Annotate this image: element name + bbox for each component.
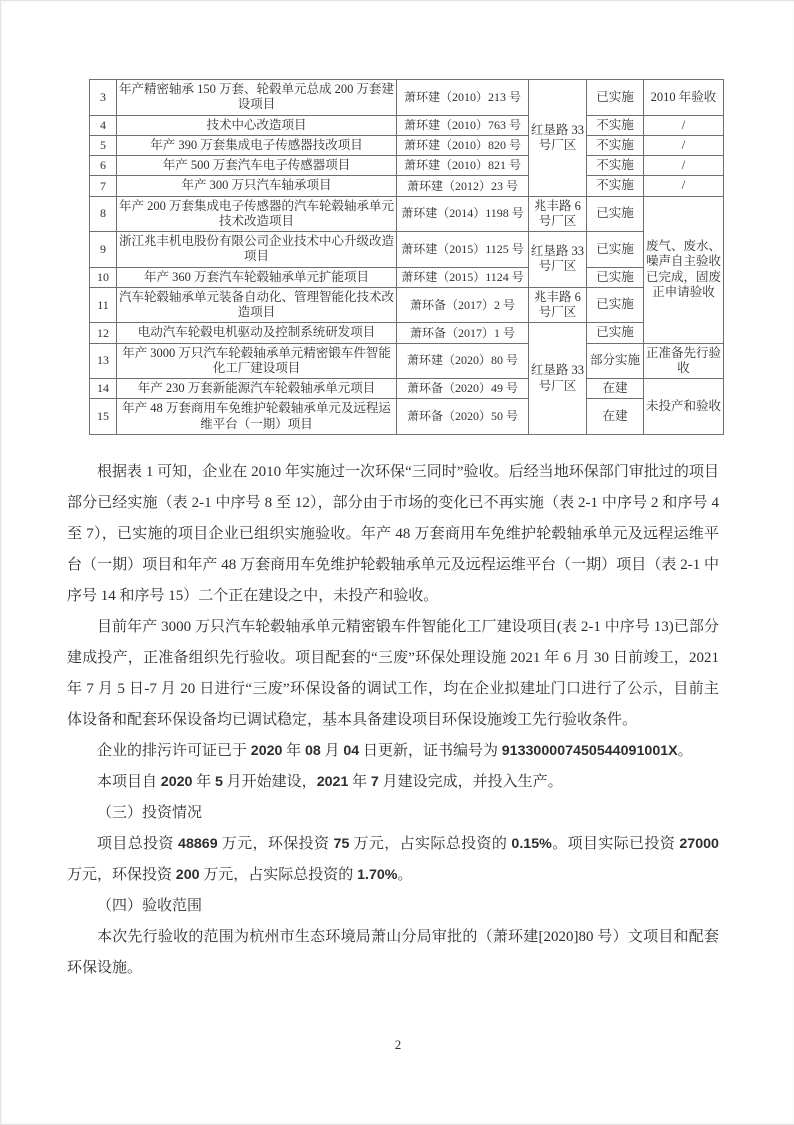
paragraph: 目前年产 3000 万只汽车轮毂轴承单元精密锻车件智能化工厂建设项目(表 2-1 中序号 13)已部分建成投产，正准备组织先行验收。项目配套的“三废”环保处理设施 2021 年 6 月 30 日前竣工，2021 年 7 月 5 日-7 月 20 日进行“三废”环保设备的调试工作，均在企业拟建址门口进行了公示，目前主体设备和配套环保设备均已调试稳定，基本具备建设项目环保设施竣工先行验收条件。	[67, 619, 719, 728]
cell-approval-no: 萧环建（2010）821 号	[397, 156, 529, 176]
cell-acceptance-status: 废气、废水、噪声自主验收已完成，固废正申请验收	[644, 196, 724, 343]
cell-implementation-status: 部分实施	[587, 343, 644, 379]
table-row	[90, 399, 724, 435]
numeric-text: 2020	[250, 743, 283, 759]
table-row	[90, 379, 724, 399]
cell-seq-no: 6	[90, 156, 117, 176]
cell-acceptance-status: 2010 年验收	[644, 80, 724, 116]
table-row	[90, 176, 724, 196]
cell-plant-location: 红垦路 33 号厂区	[529, 323, 587, 435]
paragraph: 项目总投资 48869 万元，环保投资 75 万元，占实际总投资的 0.15%。项目实际已投资 27000 万元，环保投资 200 万元，占实际总投资的 1.70%。	[67, 836, 719, 883]
table-row	[90, 80, 724, 116]
cell-approval-no: 萧环建（2010）820 号	[397, 135, 529, 155]
cell-acceptance-status: 未投产和验收	[644, 379, 724, 435]
table-row	[90, 323, 724, 343]
cell-project-name: 年产 360 万套汽车轮毂轴承单元扩能项目	[117, 267, 397, 287]
numeric-text: 27000	[679, 836, 719, 852]
cell-implementation-status: 不实施	[587, 115, 644, 135]
cell-project-name: 浙江兆丰机电股份有限公司企业技术中心升级改造项目	[117, 232, 397, 268]
paragraph: 本次先行验收的范围为杭州市生态环境局萧山分局审批的（萧环建[2020]80 号）文项目和配套环保设施。	[67, 929, 719, 976]
cell-implementation-status: 不实施	[587, 176, 644, 196]
numeric-text: 04	[343, 743, 360, 759]
table-row	[90, 135, 724, 155]
cell-implementation-status: 不实施	[587, 135, 644, 155]
projects-table-body	[90, 80, 724, 435]
cell-approval-no: 萧环建（2010）213 号	[397, 80, 529, 116]
paragraph: 根据表 1 可知，企业在 2010 年实施过一次环保“三同时”验收。后经当地环保部门审批过的项目部分已经实施（表 2-1 中序号 8 至 12），部分由于市场的变化已不再实施（表 2-1 中序号 2 和序号 4 至 7），已实施的项目企业已组织实施验收。年产 48 万套商用车免维护轮毂轴承单元及远程运维平台（一期）项目和年产 48 万套商用车免维护轮毂轴承单元及远程运维平台（一期）项目（表 2-1 中序号 14 和序号 15）二个正在建设之中，未投产和验收。	[67, 464, 719, 604]
cell-project-name: 电动汽车轮毂电机驱动及控制系统研发项目	[117, 323, 397, 343]
cell-project-name: 年产 3000 万只汽车轮毂轴承单元精密锻车件智能化工厂建设项目	[117, 343, 397, 379]
cell-acceptance-status: /	[644, 176, 724, 196]
cell-seq-no: 15	[90, 399, 117, 435]
cell-acceptance-status: 正准备先行验收	[644, 343, 724, 379]
cell-implementation-status: 在建	[587, 399, 644, 435]
cell-project-name: 汽车轮毂轴承单元装备自动化、管理智能化技术改造项目	[117, 287, 397, 323]
paragraph: 企业的排污许可证已于 2020 年 08 月 04 日更新，证书编号为 913300007450544091001X。	[97, 743, 693, 759]
section-heading: （三）投资情况	[97, 805, 203, 821]
cell-project-name: 年产 300 万只汽车轴承项目	[117, 176, 397, 196]
numeric-text: 48869	[178, 836, 218, 852]
cell-acceptance-status: /	[644, 156, 724, 176]
projects-table	[89, 79, 724, 435]
cell-approval-no: 萧环备（2020）50 号	[397, 399, 529, 435]
cell-implementation-status: 已实施	[587, 287, 644, 323]
cell-seq-no: 3	[90, 80, 117, 116]
table-row	[90, 343, 724, 379]
cell-approval-no: 萧环备（2017）2 号	[397, 287, 529, 323]
numeric-text: 7	[370, 774, 379, 790]
cell-seq-no: 5	[90, 135, 117, 155]
table-row	[90, 232, 724, 268]
cell-implementation-status: 已实施	[587, 80, 644, 116]
cell-project-name: 年产 200 万套集成电子传感器的汽车轮毂轴承单元技术改造项目	[117, 196, 397, 232]
cell-approval-no: 萧环建（2014）1198 号	[397, 196, 529, 232]
cell-approval-no: 萧环建（2010）763 号	[397, 115, 529, 135]
cell-implementation-status: 已实施	[587, 196, 644, 232]
cell-approval-no: 萧环建（2015）1124 号	[397, 267, 529, 287]
cell-approval-no: 萧环建（2015）1125 号	[397, 232, 529, 268]
cell-seq-no: 13	[90, 343, 117, 379]
cell-approval-no: 萧环建（2012）23 号	[397, 176, 529, 196]
numeric-text: 0.15%	[511, 836, 552, 852]
cell-project-name: 年产 48 万套商用车免维护轮毂轴承单元及远程运维平台（一期）项目	[117, 399, 397, 435]
cell-implementation-status: 已实施	[587, 323, 644, 343]
cell-seq-no: 12	[90, 323, 117, 343]
cell-approval-no: 萧环备（2020）49 号	[397, 379, 529, 399]
section-heading: （四）验收范围	[97, 898, 203, 914]
cell-plant-location: 红垦路 33 号厂区	[529, 232, 587, 288]
numeric-text: 5	[214, 774, 223, 790]
numeric-text: 1.70%	[357, 867, 398, 883]
cell-project-name: 年产 230 万套新能源汽车轮毂轴承单元项目	[117, 379, 397, 399]
cell-implementation-status: 已实施	[587, 267, 644, 287]
cell-seq-no: 7	[90, 176, 117, 196]
cell-seq-no: 8	[90, 196, 117, 232]
table-row	[90, 196, 724, 232]
cell-plant-location: 红垦路 33 号厂区	[529, 80, 587, 197]
cell-seq-no: 10	[90, 267, 117, 287]
cell-implementation-status: 不实施	[587, 156, 644, 176]
cell-project-name: 年产 500 万套汽车电子传感器项目	[117, 156, 397, 176]
cell-implementation-status: 已实施	[587, 232, 644, 268]
numeric-text: 200	[175, 867, 200, 883]
cell-seq-no: 14	[90, 379, 117, 399]
table-row	[90, 156, 724, 176]
body-text	[67, 457, 719, 984]
cell-project-name: 技术中心改造项目	[117, 115, 397, 135]
cell-implementation-status: 在建	[587, 379, 644, 399]
numeric-text: 2021	[316, 774, 349, 790]
cell-acceptance-status: /	[644, 135, 724, 155]
table-row	[90, 115, 724, 135]
table-row	[90, 287, 724, 323]
cell-seq-no: 11	[90, 287, 117, 323]
numeric-text: 913300007450544091001X	[501, 743, 678, 759]
cell-project-name: 年产 390 万套集成电子传感器技改项目	[117, 135, 397, 155]
cell-approval-no: 萧环建（2020）80 号	[397, 343, 529, 379]
table-row	[90, 267, 724, 287]
cell-plant-location: 兆丰路 6 号厂区	[529, 196, 587, 232]
numeric-text: 75	[333, 836, 350, 852]
cell-project-name: 年产精密轴承 150 万套、轮毂单元总成 200 万套建设项目	[117, 80, 397, 116]
paragraph: 本项目自 2020 年 5 月开始建设，2021 年 7 月建设完成，并投入生产。	[97, 774, 563, 790]
page-number: 2	[394, 1037, 402, 1052]
numeric-text: 2020	[160, 774, 193, 790]
cell-approval-no: 萧环备（2017）1 号	[397, 323, 529, 343]
cell-plant-location: 兆丰路 6 号厂区	[529, 287, 587, 323]
cell-acceptance-status: /	[644, 115, 724, 135]
cell-seq-no: 4	[90, 115, 117, 135]
numeric-text: 08	[304, 743, 321, 759]
cell-seq-no: 9	[90, 232, 117, 268]
